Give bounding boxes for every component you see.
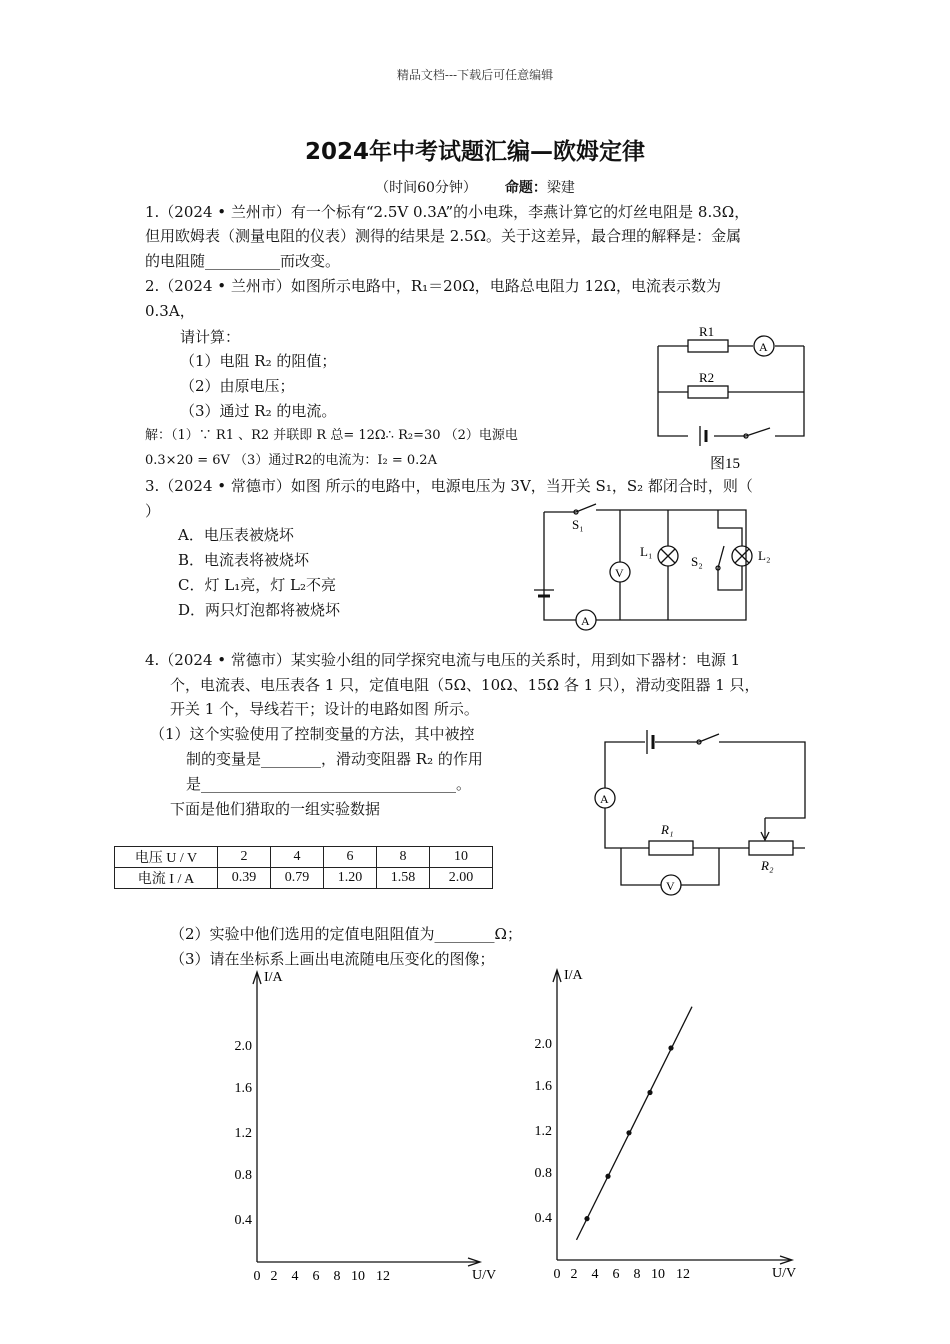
label-l1: L₁ [640, 544, 653, 559]
x-tick-label: 6 [612, 1267, 620, 1282]
resistor-r2 [688, 386, 728, 398]
q3-line1: 3.（2024 • 常德市）如图 所示的电路中，电源电压为 3V，当开关 S₁，S₂ 都闭合时，则（ [145, 477, 753, 495]
q4-line2: 个，电流表、电压表各 1 只，定值电阻（5Ω、10Ω、15Ω 各 1 只），滑动变阻器 1 只， [170, 676, 760, 694]
q4-line3: 开关 1 个，导线若干；设计的电路如图 所示。 [170, 700, 479, 718]
q4-part1-b: 制的变量是________，滑动变阻器 R₂ 的作用 [186, 750, 483, 768]
x-tick-label: 4 [291, 1269, 299, 1284]
table-cell: 8 [377, 847, 430, 868]
y-tick-label: 0.4 [534, 1211, 552, 1226]
data-point [626, 1130, 631, 1135]
time-note: （时间60分钟） [375, 180, 477, 196]
q4-line1: 4.（2024 • 常德市）某实验小组的同学探究电流与电压的关系时，用到如下器材：电源 1 [145, 651, 741, 669]
table-cell: 2 [218, 847, 271, 868]
y-axis-label: I/A [264, 970, 283, 985]
q2-line3: 请计算： [180, 328, 241, 346]
x-axis-label: U/V [772, 1266, 797, 1281]
y-axis-label: I/A [564, 968, 583, 983]
y-tick-label: 1.2 [234, 1126, 252, 1141]
slider-arrow [761, 818, 769, 840]
data-point [584, 1216, 589, 1221]
data-point [668, 1045, 673, 1050]
q2-answer1: 解：（1）∵ R1 、R2 并联即 R 总= 12Ω∴ R₂=30 （2）电源电 [145, 428, 518, 443]
x-tick-label: 4 [591, 1267, 599, 1282]
q2-circuit-figure [650, 318, 815, 473]
blank-graph [220, 962, 520, 1287]
switch-s1 [576, 504, 596, 512]
y-tick-label: 1.6 [234, 1081, 252, 1096]
figure-caption: 图15 [710, 456, 741, 472]
q2-sub1: （1）电阻 R₂ 的阻值； [180, 352, 337, 370]
q2-line1: 2.（2024 • 兰州市）如图所示电路中，R₁＝20Ω，电路总电阻力 12Ω，电流表示数为 [145, 277, 721, 295]
label-r2: R2 [699, 370, 715, 385]
voltmeter-label: V [615, 566, 624, 580]
x-tick-label: 0 [253, 1269, 261, 1284]
q2-sub3: （3）通过 R₂ 的电流。 [180, 402, 337, 420]
q4-part3: （3）请在坐标系上画出电流随电压变化的图像； [170, 950, 495, 968]
q4-part2: （2）实验中他们选用的定值电阻阻值为________Ω； [170, 925, 522, 943]
q4-part1-a: （1）这个实验使用了控制变量的方法，其中被控 [150, 725, 475, 743]
table-cell: 2.00 [430, 868, 493, 889]
x-tick-label: 2 [270, 1269, 278, 1284]
data-point [605, 1174, 610, 1179]
row-label-voltage: 电压 U / V [115, 847, 218, 868]
author-name: 梁建 [546, 180, 575, 196]
x-tick-label: 6 [312, 1269, 320, 1284]
q4-top-wire [605, 742, 805, 818]
y-tick-label: 0.8 [534, 1166, 552, 1181]
y-tick-label: 1.2 [534, 1124, 552, 1139]
label-r2: R₂ [761, 858, 774, 873]
label-l2: L₂ [758, 548, 771, 563]
label-s2: S₂ [691, 554, 703, 569]
x-axis-label: U/V [472, 1268, 497, 1283]
x-tick-label: 12 [376, 1269, 390, 1284]
q4-bottom-wire [605, 808, 805, 848]
resistor-r1 [688, 340, 728, 352]
table-cell: 10 [430, 847, 493, 868]
q4-part1-d: 下面是他们猎取的一组实验数据 [170, 800, 381, 818]
y-tick-label: 2.0 [234, 1039, 252, 1054]
y-tick-label: 0.4 [234, 1213, 252, 1228]
q4-part1-c: 是__________________________________。 [186, 775, 472, 793]
table-cell: 1.20 [324, 868, 377, 889]
x-tick-label: 10 [351, 1269, 365, 1284]
q2-line2: 0.3A， [145, 302, 195, 320]
q4-circuit-figure [585, 730, 815, 893]
label-s1: S₁ [572, 517, 584, 532]
data-point [647, 1090, 652, 1095]
ammeter-label: A [581, 614, 590, 628]
x-tick-label: 0 [553, 1267, 561, 1282]
switch [699, 734, 719, 742]
page-watermark: 精品文档---下载后可任意编辑 [396, 68, 554, 82]
voltmeter-label: V [666, 879, 675, 893]
x-tick-label: 12 [676, 1267, 690, 1282]
y-tick-label: 1.6 [534, 1079, 552, 1094]
switch-arm [746, 428, 770, 436]
q3-option-d: D．两只灯泡都将被烧坏 [178, 601, 341, 619]
table-row [115, 847, 493, 868]
q3-circuit-figure [528, 500, 771, 636]
q3-line2: ） [145, 502, 161, 520]
x-tick-label: 8 [333, 1269, 341, 1284]
author-label: 命题： [504, 180, 547, 196]
x-tick-label: 10 [651, 1267, 665, 1282]
table-cell: 1.58 [377, 868, 430, 889]
table-cell: 0.79 [271, 868, 324, 889]
plotted-graph [520, 960, 820, 1285]
table-cell: 0.39 [218, 868, 271, 889]
ammeter-label: A [600, 792, 609, 806]
table-row [115, 868, 493, 889]
row-label-current: 电流 I / A [115, 868, 218, 889]
label-r1: R1 [699, 324, 715, 339]
lamp-l2-branch [718, 510, 742, 590]
data-table [114, 846, 493, 889]
subtitle [0, 177, 950, 197]
q1-line3: 的电阻随__________而改变。 [145, 252, 341, 270]
current-voltage-line [577, 1007, 693, 1240]
switch-s2 [718, 546, 724, 568]
q2-ammeter-label: A [759, 340, 768, 354]
x-tick-label: 8 [633, 1267, 641, 1282]
q3-option-a: A．电压表被烧坏 [178, 526, 294, 544]
fixed-resistor-r1 [649, 841, 693, 855]
y-tick-label: 0.8 [234, 1168, 252, 1183]
slide-rheostat-r2 [749, 841, 793, 855]
label-r1: R₁ [661, 822, 674, 837]
q3-option-c: C．灯 L₁亮，灯 L₂不亮 [178, 576, 336, 594]
q2-outer-wire [658, 346, 804, 436]
page-title: 2024年中考试题汇编—欧姆定律 [304, 139, 645, 165]
table-cell: 4 [271, 847, 324, 868]
table-cell: 6 [324, 847, 377, 868]
y-tick-label: 2.0 [534, 1037, 552, 1052]
q3-option-b: B．电流表将被烧坏 [178, 551, 310, 569]
x-tick-label: 2 [570, 1267, 578, 1282]
q2-sub2: （2）由原电压； [180, 377, 295, 395]
q2-answer2: 0.3×20 = 6V （3）通过R2的电流为：I₂ = 0.2A [145, 453, 437, 468]
q1-line2: 但用欧姆表（测量电阻的仪表）测得的结果是 2.5Ω。关于这差异，最合理的解释是：金属 [145, 227, 742, 245]
q1-line1: 1.（2024 • 兰州市）有一个标有“2.5V 0.3A”的小电珠，李燕计算它的灯丝电阻是 8.3Ω， [145, 203, 750, 221]
